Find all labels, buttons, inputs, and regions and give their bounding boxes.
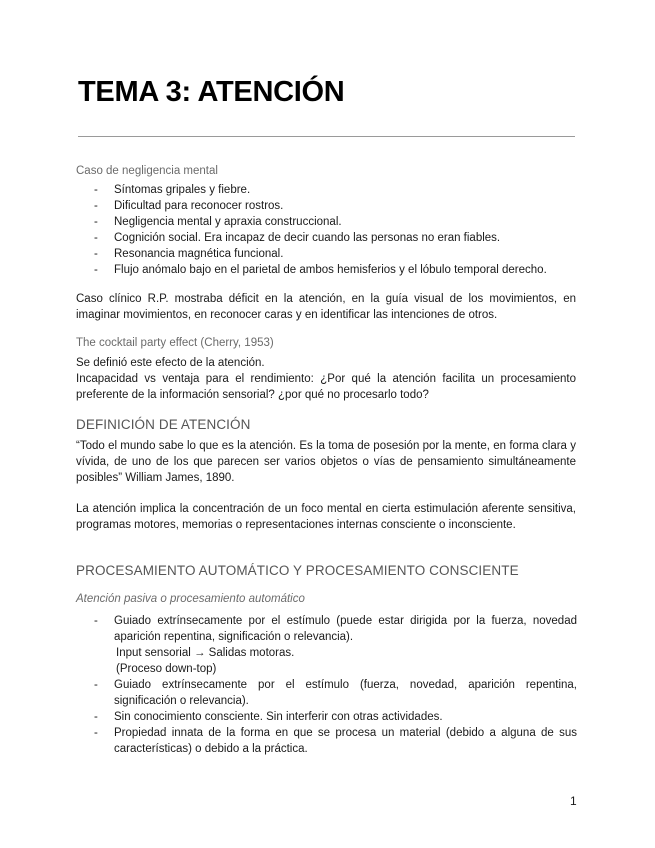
list-item: - Flujo anómalo bajo en el parietal de ambos hemisferios y el lóbulo temporal derecho. [94, 262, 547, 278]
list-item [94, 613, 577, 677]
list-item: - Sin conocimiento consciente. Sin interferir con otras actividades. [94, 709, 577, 725]
section-heading-definition: DEFINICIÓN DE ATENCIÓN [76, 417, 251, 432]
cocktail-line-1: Se definió este efecto de la atención. [76, 357, 265, 369]
page-number: 1 [570, 794, 577, 808]
section-heading-cocktail: The cocktail party effect (Cherry, 1953) [76, 337, 274, 349]
list-item: - Dificultad para reconocer rostros. [94, 198, 547, 214]
list-item: - Propiedad innata de la forma en que se procesa un material (debido a alguna de sus características) o debido a la práctica. [94, 725, 577, 757]
title-divider [78, 136, 575, 137]
james-quote: “Todo el mundo sabe lo que es la atención. Es la toma de posesión por la mente, en forma clara y vívida, de uno de los que parecen ser varios objetos o vías de pensamiento simultáneamente posibles” William James, 1890. [76, 440, 576, 485]
list-item-text: Guiado extrínsecamente por el estímulo (puede estar dirigida por la fuerza, novedad aparición repentina, significación o relevancia). [114, 615, 577, 643]
definition-paragraph: La atención implica la concentración de un foco mental en cierta estimulación aferente sensitiva, programas motores, memorias o representaciones internas consciente o inconsciente. [76, 503, 576, 532]
negligence-list [94, 182, 547, 278]
list-item-subline: (Proceso down-top) [116, 663, 217, 675]
case-paragraph: Caso clínico R.P. mostraba déficit en la atención, en la guía visual de los movimientos, en imaginar movimientos, en reconocer caras y en identificar las intenciones de otros. [76, 293, 576, 322]
page-title: TEMA 3: ATENCIÓN [78, 76, 345, 108]
cocktail-line-2: Incapacidad vs ventaja para el rendimiento: ¿Por qué la atención facilita un procesamiento preferente de la información sensorial? ¿por qué no procesarlo todo? [76, 373, 576, 402]
cocktail-text [76, 355, 576, 404]
list-item: - Guiado extrínsecamente por el estímulo (fuerza, novedad, aparición repentina, significación o relevancia). [94, 677, 577, 709]
processing-list [94, 613, 577, 757]
list-item: - Síntomas gripales y fiebre. [94, 182, 547, 198]
list-item: - Resonancia magnética funcional. [94, 246, 547, 262]
list-item-subline: Input sensorial → Salidas motoras. [116, 647, 295, 659]
section-heading-processing: PROCESAMIENTO AUTOMÁTICO Y PROCESAMIENTO CONSCIENTE [76, 563, 519, 578]
subheading-passive-attention: Atención pasiva o procesamiento automático [76, 593, 305, 605]
list-item: - Cognición social. Era incapaz de decir cuando las personas no eran fiables. [94, 230, 547, 246]
list-item: - Negligencia mental y apraxia construccional. [94, 214, 547, 230]
section-heading-negligence: Caso de negligencia mental [76, 165, 218, 177]
